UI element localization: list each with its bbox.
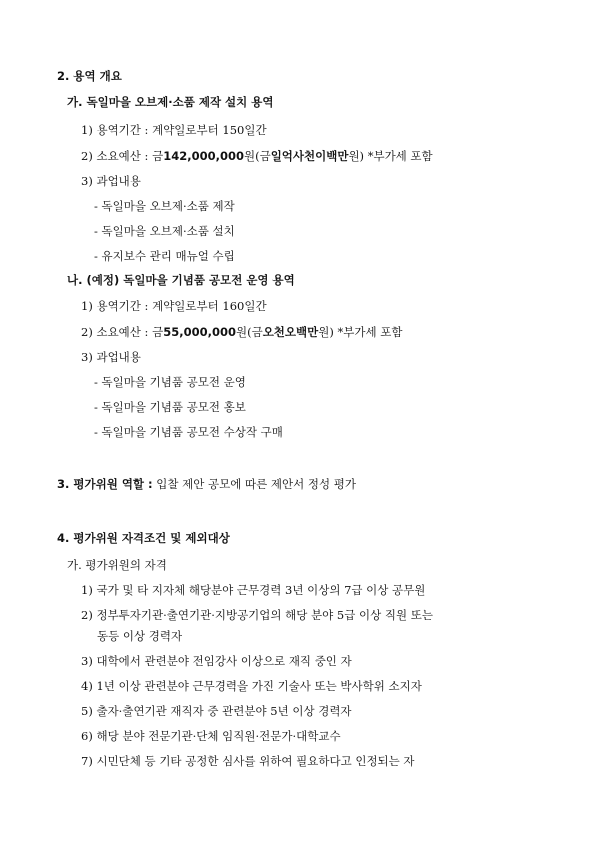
section-3-heading: 3. 평가위원 역할 : [57,477,153,491]
budget-words: 오천오백만 [262,325,319,339]
budget-prefix: 2) 소요예산 : 금 [81,325,164,339]
section-2a-budget [81,148,433,164]
budget-mid: 원(금 [235,325,263,339]
qualification-item: 7) 시민단체 등 기타 공정한 심사를 위하여 필요하다고 인정되는 자 [81,754,415,768]
qualification-item: 3) 대학에서 관련분야 전임강사 이상으로 재직 중인 자 [81,654,352,668]
budget-suffix: 원) *부가세 포함 [318,325,403,339]
budget-words: 일억사천이백만 [270,149,349,163]
qualification-item: 5) 출자·출연기관 재직자 중 관련분야 5년 이상 경력자 [81,704,352,718]
budget-amount: 142,000,000 [163,149,244,163]
section-2b-task-item: - 독일마을 기념품 공모전 운영 [94,375,246,389]
section-2b-task-item: - 독일마을 기념품 공모전 홍보 [94,400,246,414]
section-2b-task-item: - 독일마을 기념품 공모전 수상작 구매 [94,425,283,439]
section-2a-task-item: - 독일마을 오브제·소품 제작 [94,199,235,213]
section-2a-tasks-label: 3) 과업내용 [81,174,141,188]
section-2a-title: 가. 독일마을 오브제·소품 제작 설치 용역 [67,95,274,109]
budget-prefix: 2) 소요예산 : 금 [81,149,164,163]
budget-amount: 55,000,000 [163,325,236,339]
section-4-heading: 4. 평가위원 자격조건 및 제외대상 [57,531,230,545]
section-2b-title: 나. (예정) 독일마을 기념품 공모전 운영 용역 [67,273,295,287]
section-2b-tasks-label: 3) 과업내용 [81,350,141,364]
qualification-item: 4) 1년 이상 관련분야 근무경력을 가진 기술사 또는 박사학위 소지자 [81,679,422,693]
section-2a-task-item: - 유지보수 관리 매뉴얼 수립 [94,249,235,263]
section-3-text: 입찰 제안 공모에 따른 제안서 정성 평가 [152,477,356,491]
section-2a-task-item: - 독일마을 오브제·소품 설치 [94,224,235,238]
section-3 [57,476,356,492]
section-2a-period: 1) 용역기간 : 계약일로부터 150일간 [81,123,267,137]
budget-mid: 원(금 [243,149,271,163]
qualification-item: 6) 해당 분야 전문기관·단체 임직원·전문가·대학교수 [81,729,341,743]
qualification-item-continuation: 동등 이상 경력자 [97,629,183,643]
section-2b-budget [81,324,402,340]
budget-suffix: 원) *부가세 포함 [348,149,433,163]
section-2b-period: 1) 용역기간 : 계약일로부터 160일간 [81,299,267,313]
qualification-item: 2) 정부투자기관·출연기관·지방공기업의 해당 분야 5급 이상 직원 또는 [81,608,433,622]
section-2-heading: 2. 용역 개요 [57,69,122,83]
section-4-subheading: 가. 평가위원의 자격 [67,558,167,572]
qualification-item: 1) 국가 및 타 지자체 해당분야 근무경력 3년 이상의 7급 이상 공무원 [81,583,426,597]
